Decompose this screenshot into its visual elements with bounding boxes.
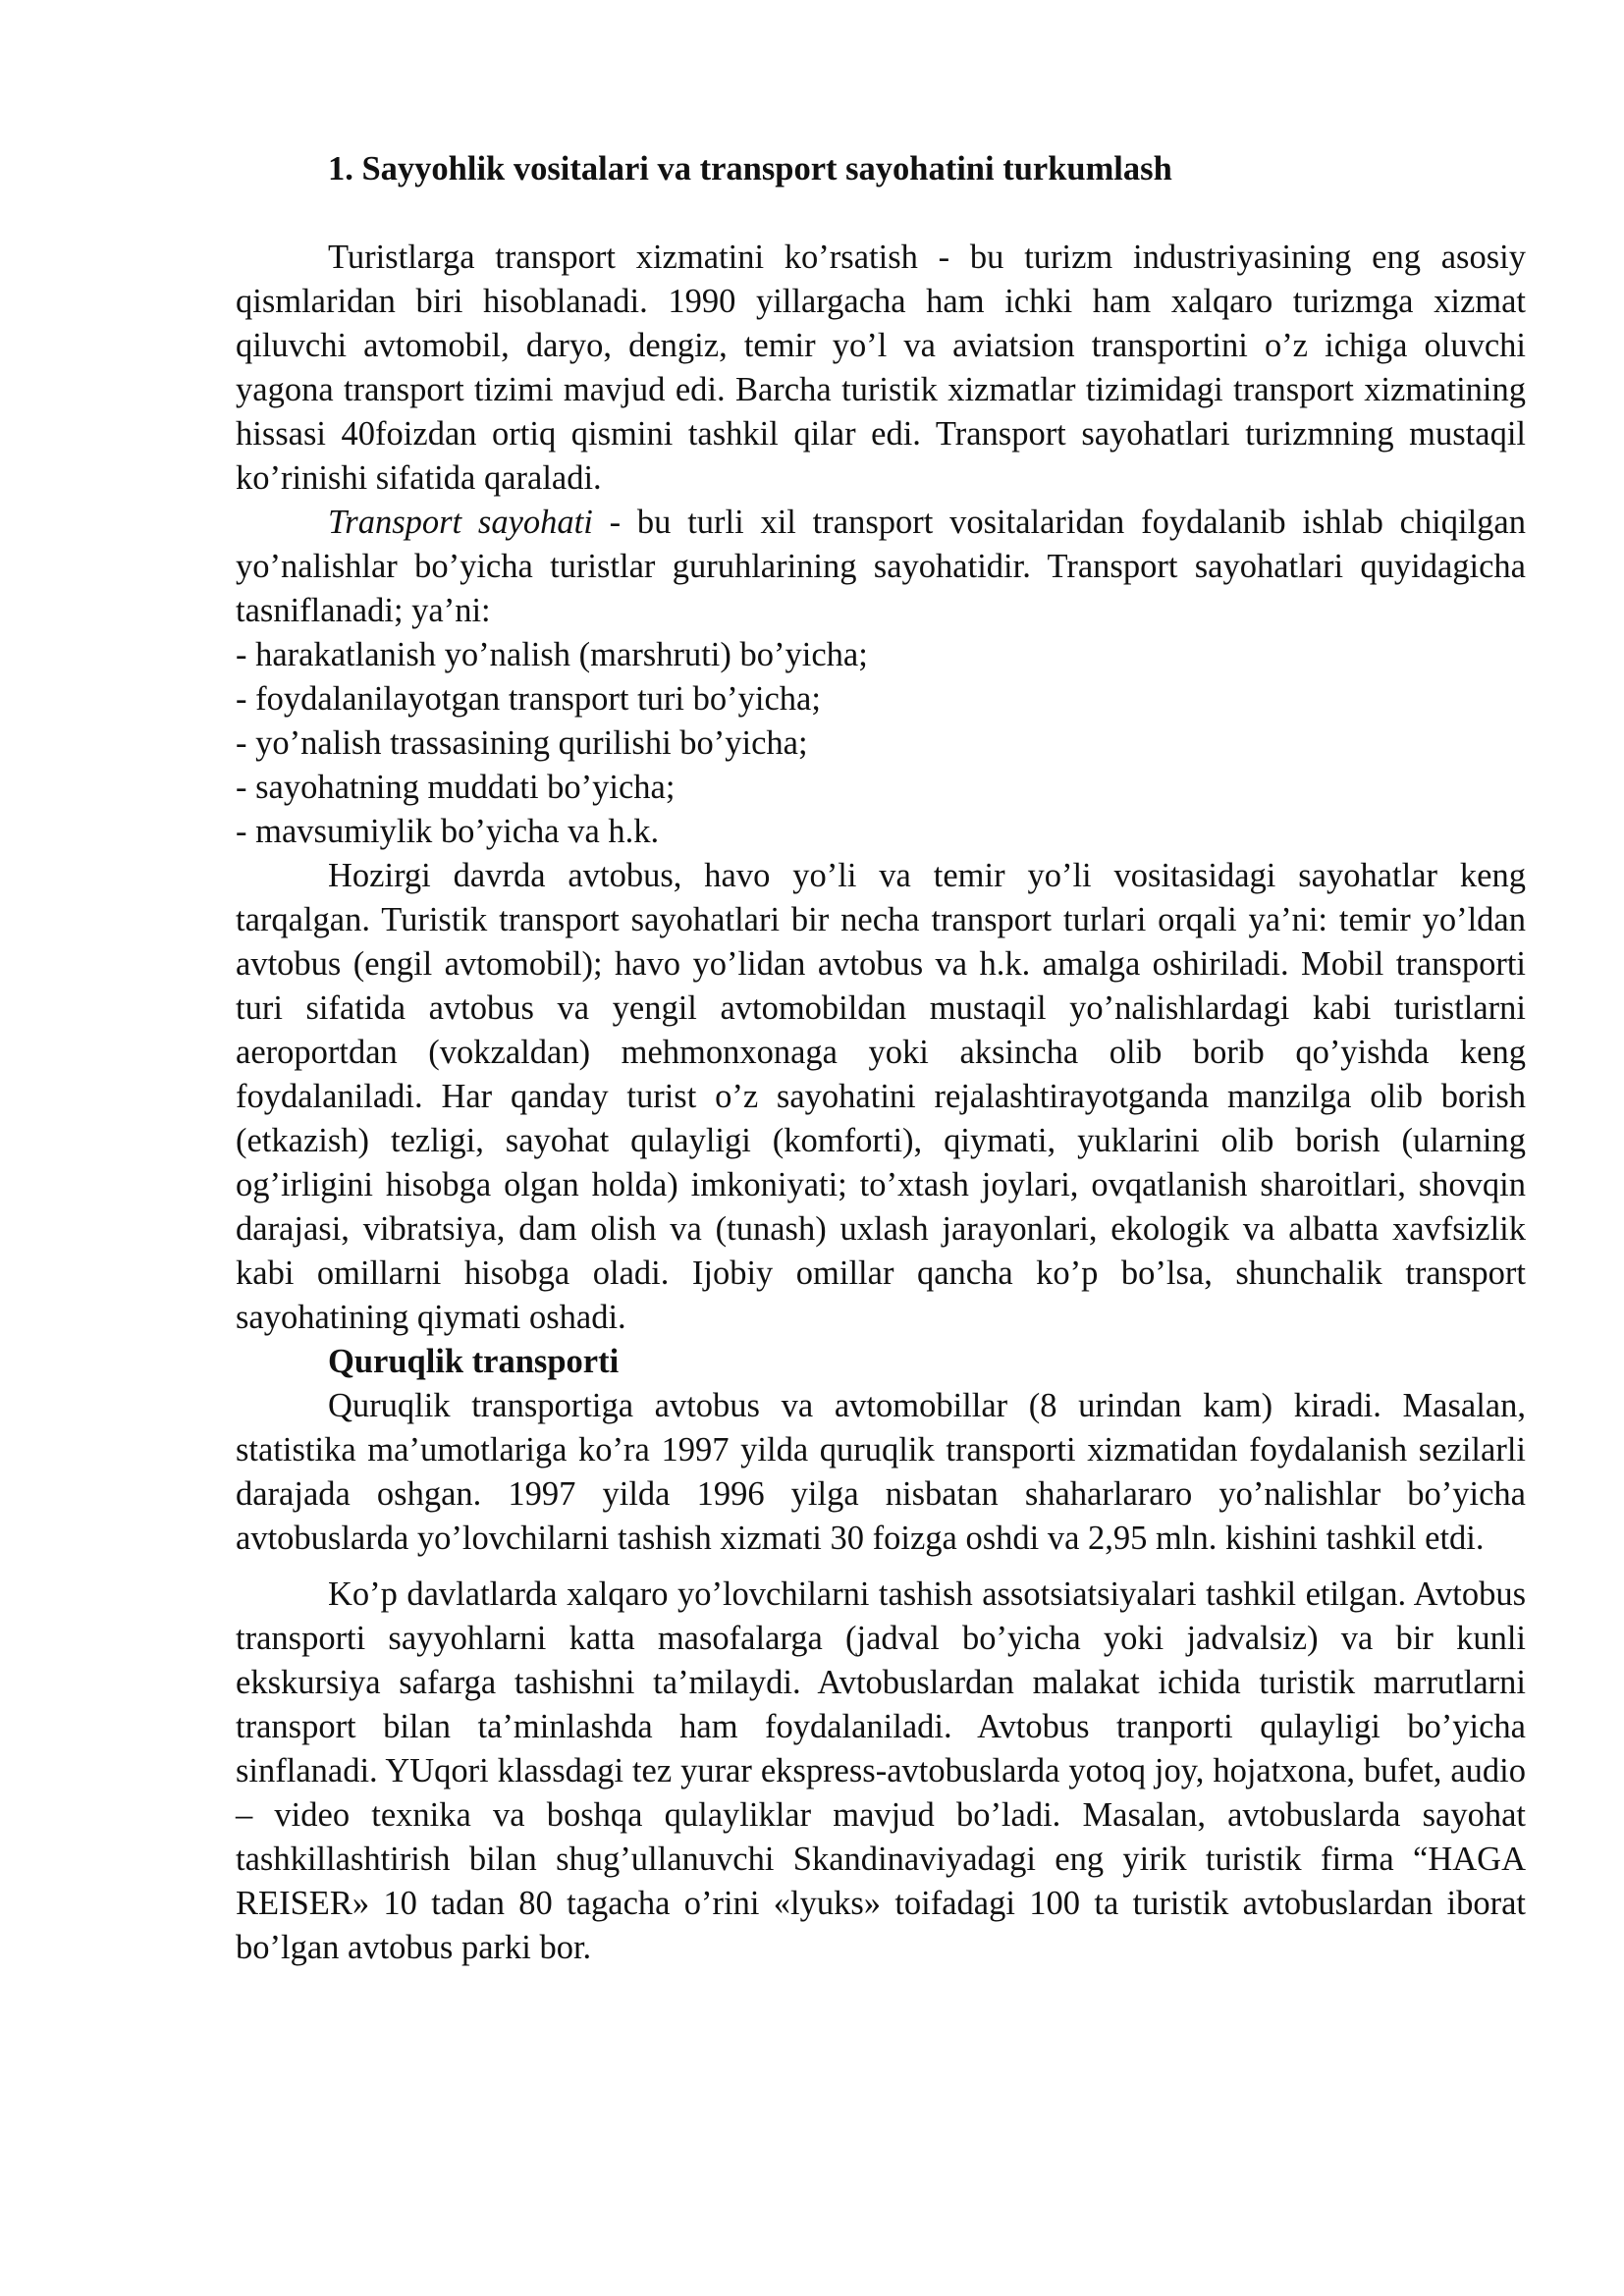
term-transport-sayohati: Transport sayohati — [328, 504, 593, 541]
list-item: - mavsumiylik bo’yicha va h.k. — [236, 813, 660, 850]
definition-text: - bu turli xil transport vositalaridan foydalanib ishlab chiqilgan yo’nalishlar bo’yicha turistlar guruhlarining sayohatidir. Transport sayohatlari quyidagicha tasniflanadi; ya’ni: — [236, 504, 1526, 629]
section-title: 1. Sayyohlik vositalari va transport sayohatini turkumlash — [328, 150, 1172, 187]
list-item: - sayohatning muddati bo’yicha; — [236, 769, 676, 806]
subheading-land-transport: Quruqlik transporti — [328, 1343, 620, 1380]
paragraph-land-transport: Quruqlik transportiga avtobus va avtomobillar (8 urindan kam) kiradi. Masalan, statistika ma’umotlariga ko’ra 1997 yilda quruqlik transporti xizmatidan foydalanish sezilarli darajada oshgan. 1997 yilda 1996 yilga nisbatan shaharlararo yo’nalishlar bo’yicha avtobuslarda yo’lovchilarni tashish xizmati 30 foizga oshdi va 2,95 mln. kishini tashkil etdi. — [236, 1387, 1526, 1557]
paragraph-definition — [236, 501, 1526, 633]
list-item: - harakatlanish yo’nalish (marshruti) bo’yicha; — [236, 636, 868, 673]
list-item: - foydalanilayotgan transport turi bo’yicha; — [236, 680, 821, 718]
paragraph-bus-transport: Ko’p davlatlarda xalqaro yo’lovchilarni tashish assotsiatsiyalari tashkil etilgan. Avtobus transporti sayyohlarni katta masofalarga (jadval bo’yicha yoki jadvalsiz) va bir kunli ekskursiya safarga tashishni ta’milaydi. Avtobuslardan malakat ichida turistik marrutlarni transport bilan ta’minlashda ham foydalaniladi. Avtobus tranporti qulayligi bo’yicha sinflanadi. YUqori klassdagi tez yurar ekspress-avtobuslarda yotoq joy, hojatxona, bufet, audio – video texnika va boshqa qulayliklar mavjud bo’ladi. Masalan, avtobuslarda sayohat tashkillashtirish bilan shug’ullanuvchi Skandinaviyadagi eng yirik turistik firma “HAGA REISER» 10 tadan 80 tagacha o’rini «lyuks» toifadagi 100 ta turistik avtobuslardan iborat bo’lgan avtobus parki bor. — [236, 1575, 1526, 1966]
paragraph-intro: Turistlarga transport xizmatini ko’rsatish - bu turizm industriyasining eng asosiy qismlaridan biri hisoblanadi. 1990 yillargacha ham ichki ham xalqaro turizmga xizmat qiluvchi avtomobil, daryo, dengiz, temir yo’l va aviatsion transportini o’z ichiga oluvchi yagona transport tizimi mavjud edi. Barcha turistik xizmatlar tizimidagi transport xizmatining hissasi 40foizdan ortiq qismini tashkil qilar edi. Transport sayohatlari turizmning mustaqil ko’rinishi sifatida qaraladi. — [236, 239, 1526, 497]
list-item: - yo’nalish trassasining qurilishi bo’yicha; — [236, 724, 808, 762]
paragraph-current-period: Hozirgi davrda avtobus, havo yo’li va temir yo’li vositasidagi sayohatlar keng tarqalgan. Turistik transport sayohatlari bir necha transport turlari orqali ya’ni: temir yo’ldan avtobus (engil avtomobil); havo yo’lidan avtobus va h.k. amalga oshiriladi. Mobil transporti turi sifatida avtobus va yengil avtomobildan mustaqil yo’nalishlardagi kabi turistlarni aeroportdan (vokzaldan) mehmonxonaga yoki aksincha olib borib qo’yishda keng foydalaniladi. Har qanday turist o’z sayohatini rejalashtirayotganda manzilga olib borish (etkazish) tezligi, sayohat qulayligi (komforti), qiymati, yuklarini olib borish (ularning og’irligini hisobga olgan holda) imkoniyati; to’xtash joylari, ovqatlanish sharoitlari, shovqin darajasi, vibratsiya, dam olish va (tunash) uxlash jarayonlari, ekologik va albatta xavfsizlik kabi omillarni hisobga oladi. Ijobiy omillar qancha ko’p bo’lsa, shunchalik transport sayohatining qiymati oshadi. — [236, 857, 1526, 1336]
document-page — [236, 147, 1526, 1970]
